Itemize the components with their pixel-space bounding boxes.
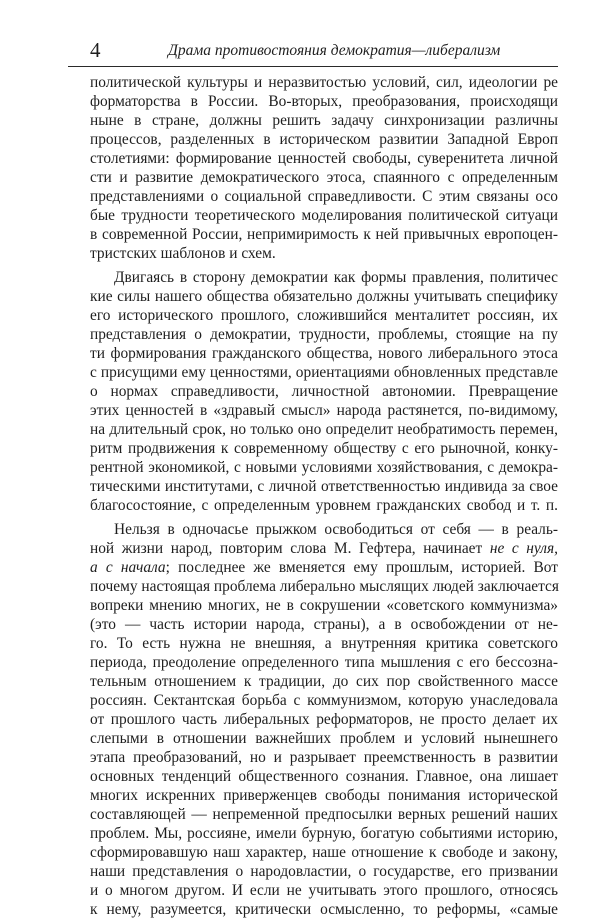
text-line: представления о демократии, трудности, проблемы, стоящие на пу (90, 326, 558, 343)
text-line: этих ценностей в «здравый смысл» народа растянется, по-видимому, (90, 402, 558, 419)
text-line: периода, преодоление определенного типа мышления с его бессозна- (90, 654, 558, 671)
paragraph-2 (90, 268, 558, 515)
paragraph-1 (90, 73, 558, 263)
page-number: 4 (90, 38, 101, 62)
text-line: составляющей — непременной предпосылки верных решений наших (90, 806, 558, 823)
text-line: о нормах справедливости, личностной автономии. Превращение (90, 383, 558, 400)
running-header (68, 38, 558, 68)
text-line: тельным отношением к традиции, до сих пор свойственного массе (90, 673, 558, 690)
text-line: представлениями о социальной справедливости. С этим связаны осо (90, 188, 558, 205)
text-line: многих искренних приверженцев свободы понимания исторической (90, 787, 558, 804)
text-line: основных тенденций общественного сознания. Главное, она лишает (90, 768, 558, 785)
running-title: Драма противостояния демократия—либерализм (168, 42, 501, 59)
text-line: Двигаясь в сторону демократии как формы правления, политичес (114, 269, 558, 286)
text-line: на длительный срок, но только оно определит необратимость перемен, (90, 421, 558, 438)
text-line: сти и развитие демократического этоса, спаянного с определенным (90, 169, 558, 186)
text-line: (это — часть истории народа, страны), а в освобождении от не- (90, 616, 558, 633)
text-line: го. То есть нужна не внешняя, а внутренняя критика советского (90, 635, 558, 652)
text-line: бые трудности теоретического моделирования политической ситуаци (90, 207, 558, 224)
text-line: его исторического прошлого, сложившийся менталитет россиян, их (90, 307, 558, 324)
italic-quote: не с нуля, (489, 540, 558, 557)
text-line: рентной экономикой, с новыми условиями хозяйствования, с демокра- (90, 459, 558, 476)
text-line: ныне в стране, должны решить задачу синхронизации различны (90, 112, 558, 129)
text-line: благосостояние, с определенным уровнем гражданских свобод и т. п. (90, 497, 558, 514)
text-line: кие силы нашего общества обязательно должны учитывать специфику (90, 288, 558, 305)
text-line: в современной России, непримиримость к ней привычных европоцен- (90, 226, 558, 243)
text-line: сформировавшую наш характер, наше отношение к свободе и закону, (90, 844, 558, 861)
text-run: ной жизни народ, повторим слова М. Гефтера, начинает (90, 540, 490, 557)
text-line: тристских шаблонов и схем. (90, 245, 276, 262)
text-run: ; последнее же вменяется ему прошлым, историей. Вот (165, 559, 559, 576)
text-line: россиян. Сектантская борьба с коммунизмом, которую унаследовала (90, 692, 558, 709)
text-line: к нему, разумеется, критически осмысленно, то реформы, «самые (90, 901, 558, 918)
italic-quote: а с начала (90, 559, 166, 576)
text-line (90, 539, 558, 558)
text-line: проблем. Мы, россияне, имели бурную, богатую событиями историю, (90, 825, 558, 842)
text-line: вопреки мнению многих, не в сокрушении «советского коммунизма» (90, 597, 558, 614)
text-line: форматорства в России. Во-вторых, преобразования, происходящи (90, 93, 558, 110)
text-line: столетиями: формирование ценностей свободы, суверенитета личной (90, 150, 558, 167)
text-line: от прошлого часть либеральных реформаторов, не просто делает их (90, 711, 558, 728)
text-body (90, 73, 558, 919)
text-line: процессов, разделенных в историческом развитии Западной Европ (90, 131, 558, 148)
text-line: ти формирования гражданского общества, нового либерального этоса (90, 345, 558, 362)
text-line: Нельзя в одночасье прыжком освободиться от себя — в реаль- (114, 521, 558, 538)
text-line: политической культуры и неразвитостью условий, сил, идеологии ре (90, 74, 558, 91)
text-line: слепыми в отношении важнейших проблем и условий нынешнего (90, 730, 558, 747)
text-line: этапа преобразований, но и разрывает преемственность в развитии (90, 749, 558, 766)
text-line: ритм продвижения к современному обществу с его рыночной, конку- (90, 440, 558, 457)
header-rule (68, 66, 558, 67)
text-line (90, 558, 558, 577)
text-line: тическими институтами, с личной ответственностью индивида за свое (90, 478, 558, 495)
text-line: наши представления о народовластии, о государстве, его призвании (90, 863, 558, 880)
text-line: и о многом другом. И если не учитывать этого прошлого, относясь (90, 882, 558, 899)
text-line: с присущими ему ценностями, ориентациями обновленных представле (90, 364, 558, 381)
paragraph-3 (90, 520, 558, 919)
text-line: почему настоящая проблема либерально мыслящих людей заключается (90, 578, 559, 595)
